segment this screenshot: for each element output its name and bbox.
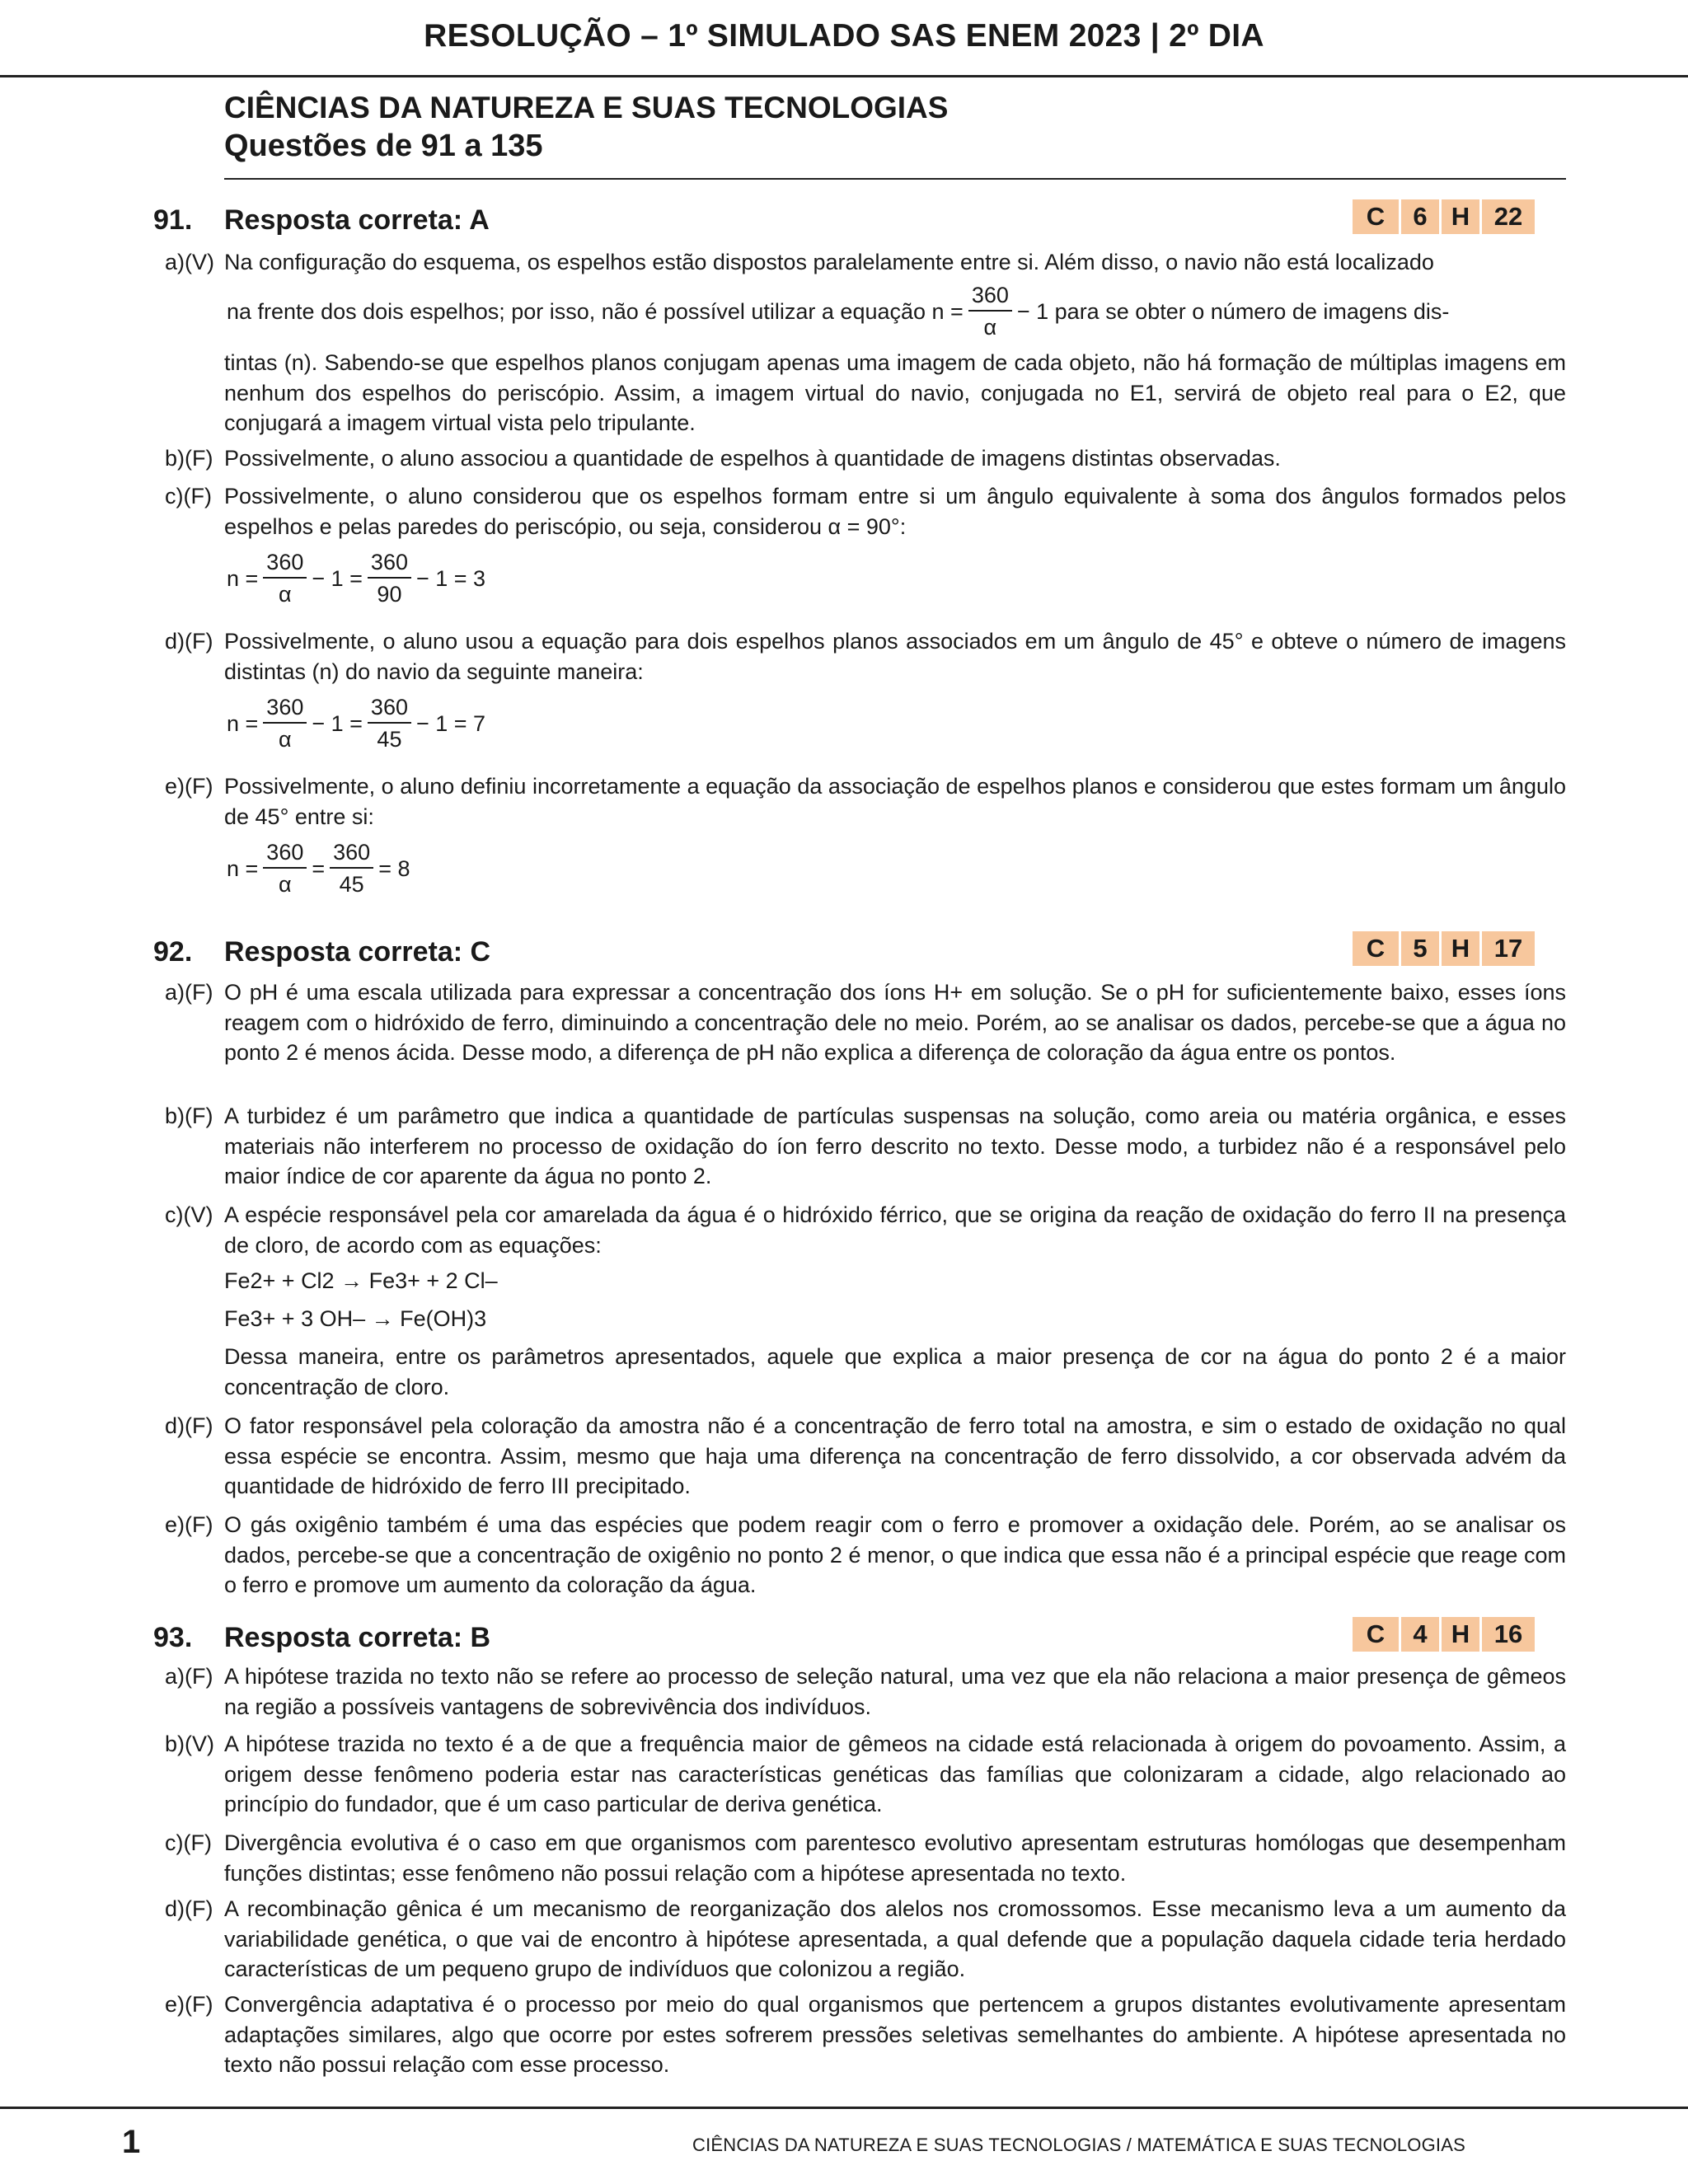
badge-c-label: C: [1353, 199, 1399, 234]
option-text: O pH é uma escala utilizada para expressar a concentração dos íons H+ em solução. Se o pH for suficientemente baixo, esses íons reagem com o hidróxido de ferro, diminuindo a concentração dele no meio. Porém, ao se analisar os dados, percebe-se que a água no ponto 2 é menos ácida. Desse modo, a diferença de pH não explica a diferença de coloração da água entre os pontos.: [224, 980, 1566, 1065]
badge-c-value: 5: [1401, 931, 1439, 966]
eq-lhs: n =: [227, 855, 259, 881]
section-subtitle: Questões de 91 a 135: [224, 129, 543, 163]
option-label: c)(F): [165, 484, 212, 509]
option-text: A turbidez é um parâmetro que indica a quantidade de partículas suspensas na solução, como areia ou matéria orgânica, e esses materiais não interferem no processo de oxidação do íon ferro descrito no texto. Desse modo, a turbidez não é a responsável pelo maior índice de cor aparente da água no ponto 2.: [224, 1104, 1566, 1188]
competency-badge: [1353, 199, 1535, 234]
denominator: α: [279, 872, 292, 897]
option-text: Possivelmente, o aluno considerou que os espelhos formam entre si um ângulo equivalente à soma dos ângulos formados pelos espelhos e pelas paredes do periscópio, ou seja, considerou α = 90°:: [224, 484, 1566, 539]
eq-result: − 1 = 7: [415, 710, 486, 736]
numerator: 360: [263, 837, 307, 869]
option-label: e)(F): [165, 1992, 213, 2017]
option-text-continued: na frente dos dois espelhos; por isso, não é possível utilizar a equação n =: [227, 298, 964, 324]
eq-result: − 1 = 3: [415, 565, 486, 591]
fraction: [330, 837, 373, 900]
option-label: c)(F): [165, 1830, 212, 1855]
option-text: Possivelmente, o aluno usou a equação para dois espelhos planos associados em um ângulo de 45° e obteve o número de imagens distintas (n) do navio da seguinte maneira:: [224, 629, 1566, 684]
fraction: [263, 547, 307, 610]
option-e: [165, 1510, 1566, 1601]
badge-c-label: C: [1353, 931, 1399, 966]
badge-h-label: H: [1442, 1617, 1479, 1652]
option-label: b)(V): [165, 1732, 214, 1756]
option-a: [165, 977, 1566, 1068]
option-label: e)(F): [165, 774, 213, 799]
question-number: 93.: [153, 1622, 193, 1653]
numerator: 360: [968, 280, 1012, 312]
option-a: [165, 247, 1566, 278]
option-c: [165, 1200, 1566, 1260]
option-label: e)(F): [165, 1512, 213, 1537]
option-label: a)(F): [165, 980, 213, 1005]
correct-answer: Resposta correta: B: [224, 1622, 491, 1653]
numerator: 360: [330, 837, 373, 869]
option-b: [165, 1729, 1566, 1820]
fraction: [368, 547, 411, 610]
badge-h-value: 17: [1482, 931, 1535, 966]
eq-operator: =: [312, 855, 326, 881]
badge-c-value: 4: [1401, 1617, 1439, 1652]
denominator: α: [983, 315, 997, 340]
eq-operator: − 1 =: [312, 565, 363, 591]
numerator: 360: [368, 547, 411, 579]
fraction: [263, 692, 307, 755]
badge-h-label: H: [1442, 931, 1479, 966]
competency-badge: [1353, 1617, 1535, 1652]
option-text: A recombinação gênica é um mecanismo de reorganização dos alelos nos cromossomos. Esse mecanismo leva a um aumento da variabilidade genética, o que vai de encontro à hipótese apresentada, a qual defende que a população daquela cidade teria herdado características de um pequeno grupo de indivíduos que colonizou a região.: [224, 1896, 1566, 1981]
option-text: A espécie responsável pela cor amarelada da água é o hidróxido férrico, que se origina da reação de oxidação do ferro II na presença de cloro, de acordo com as equações:: [224, 1202, 1566, 1258]
numerator: 360: [368, 692, 411, 724]
numerator: 360: [263, 547, 307, 579]
option-text: O gás oxigênio também é uma das espécies que podem reagir com o ferro e promover a oxidação dele. Porém, ao se analisar os dados, percebe-se que a concentração de oxigênio no ponto 2 é menor, o que indica que essa não é a principal espécie que reage com o ferro e promove um aumento da coloração da água.: [224, 1512, 1566, 1597]
fraction: [263, 837, 307, 900]
option-label: a)(F): [165, 1664, 213, 1689]
question-number: 92.: [153, 936, 193, 968]
option-label: b)(F): [165, 446, 213, 471]
equation: [224, 547, 488, 610]
page-header-title: RESOLUÇÃO – 1º SIMULADO SAS ENEM 2023 | 2º DIA: [424, 18, 1264, 54]
page-number: 1: [122, 2124, 141, 2160]
chemical-equation: Fe3+ + 3 OH– → Fe(OH)3: [224, 1306, 487, 1331]
option-label: d)(F): [165, 629, 213, 654]
question-heading: [153, 199, 490, 241]
denominator: α: [279, 727, 292, 752]
badge-h-value: 22: [1482, 199, 1535, 234]
option-text: Convergência adaptativa é o processo por meio do qual organismos que pertencem a grupos distantes evolutivamente apresentam adaptações similares, algo que ocorre por estes sofrerem pressões seletivas semelhantes do ambiente. A hipótese apresentada no texto não possui relação com esse processo.: [224, 1992, 1566, 2077]
question-number: 91.: [153, 204, 193, 236]
question-heading: [153, 1617, 490, 1658]
badge-c-label: C: [1353, 1617, 1399, 1652]
option-text: Divergência evolutiva é o caso em que organismos com parentesco evolutivo apresentam estruturas homólogas que desempenham funções distintas; esse fenômeno não possui relação com a hipótese apresentada no texto.: [224, 1830, 1566, 1886]
option-text-continued: − 1 para se obter o número de imagens dis-: [1016, 298, 1450, 324]
footer-divider: [0, 2107, 1688, 2109]
option-label: b)(F): [165, 1104, 213, 1128]
option-label: a)(V): [165, 250, 214, 274]
eq-result: = 8: [378, 855, 410, 881]
option-b: [165, 1101, 1566, 1192]
option-b: [165, 443, 1566, 474]
option-text-continued: Dessa maneira, entre os parâmetros apresentados, aquele que explica a maior presença de cor na água do ponto 2 é a maior concentração de cloro.: [224, 1344, 1566, 1399]
option-d: [165, 1411, 1566, 1502]
badge-h-value: 16: [1482, 1617, 1535, 1652]
option-label: d)(F): [165, 1896, 213, 1921]
correct-answer: Resposta correta: C: [224, 936, 491, 968]
denominator: 45: [377, 727, 402, 752]
option-text: O fator responsável pela coloração da amostra não é a concentração de ferro total na amostra, e sim o estado de oxidação no qual essa espécie se encontra. Assim, mesmo que haja uma diferença na concentração de ferro dissolvido, a cor observada advém da quantidade de hidróxido de ferro III precipitado.: [224, 1413, 1566, 1498]
fraction: [368, 692, 411, 755]
option-label: c)(V): [165, 1202, 213, 1227]
option-text: A hipótese trazida no texto é a de que a frequência maior de gêmeos na cidade está relacionada à origem do povoamento. Assim, a origem desse fenômeno poderia estar nas características genéticas das famílias que colonizaram a cidade, algo relacionado ao princípio do fundador, que é um caso particular de deriva genética.: [224, 1732, 1566, 1816]
option-label: d)(F): [165, 1413, 213, 1438]
badge-h-label: H: [1442, 199, 1479, 234]
option-e: [165, 1990, 1566, 2080]
option-d: [165, 626, 1566, 687]
section-divider: [224, 178, 1566, 180]
option-d: [165, 1894, 1566, 1985]
option-text: Possivelmente, o aluno associou a quantidade de espelhos à quantidade de imagens distintas observadas.: [224, 446, 1281, 471]
denominator: α: [279, 582, 292, 607]
denominator: 45: [339, 872, 364, 897]
question-heading: [153, 931, 490, 972]
option-text-continued: tintas (n). Sabendo-se que espelhos planos conjugam apenas uma imagem de cada objeto, não há formação de múltiplas imagens em nenhum dos espelhos do periscópio. Assim, a imagem virtual do navio, conjugada no E1, servirá de objeto real para o E2, que conjugará a imagem virtual vista pelo tripulante.: [224, 350, 1566, 435]
eq-lhs: n =: [227, 565, 259, 591]
eq-operator: − 1 =: [312, 710, 363, 736]
numerator: 360: [263, 692, 307, 724]
footer-text: CIÊNCIAS DA NATUREZA E SUAS TECNOLOGIAS / MATEMÁTICA E SUAS TECNOLOGIAS: [692, 2135, 1465, 2155]
chemical-equation: Fe2+ + Cl2 → Fe3+ + 2 Cl–: [224, 1268, 498, 1293]
denominator: 90: [377, 582, 402, 607]
header-divider: [0, 75, 1688, 77]
option-c: [165, 1828, 1566, 1888]
competency-badge: [1353, 931, 1535, 966]
equation: [224, 692, 488, 755]
equation: [224, 837, 413, 900]
option-c: [165, 481, 1566, 541]
section-title: CIÊNCIAS DA NATUREZA E SUAS TECNOLOGIAS: [224, 91, 949, 124]
option-a: [165, 1661, 1566, 1722]
badge-c-value: 6: [1401, 199, 1439, 234]
inline-equation-line: [224, 280, 1451, 343]
eq-lhs: n =: [227, 710, 259, 736]
correct-answer: Resposta correta: A: [224, 204, 490, 236]
option-text: Possivelmente, o aluno definiu incorretamente a equação da associação de espelhos planos e considerou que estes formam um ângulo de 45° entre si:: [224, 774, 1566, 829]
option-e: [165, 771, 1566, 832]
option-text: A hipótese trazida no texto não se refere ao processo de seleção natural, uma vez que ela não relaciona a maior presença de gêmeos na região a possíveis vantagens de sobrevivência dos indivíduos.: [224, 1664, 1566, 1719]
option-text: Na configuração do esquema, os espelhos estão dispostos paralelamente entre si. Além disso, o navio não está localizado: [224, 250, 1434, 274]
fraction: [968, 280, 1012, 343]
